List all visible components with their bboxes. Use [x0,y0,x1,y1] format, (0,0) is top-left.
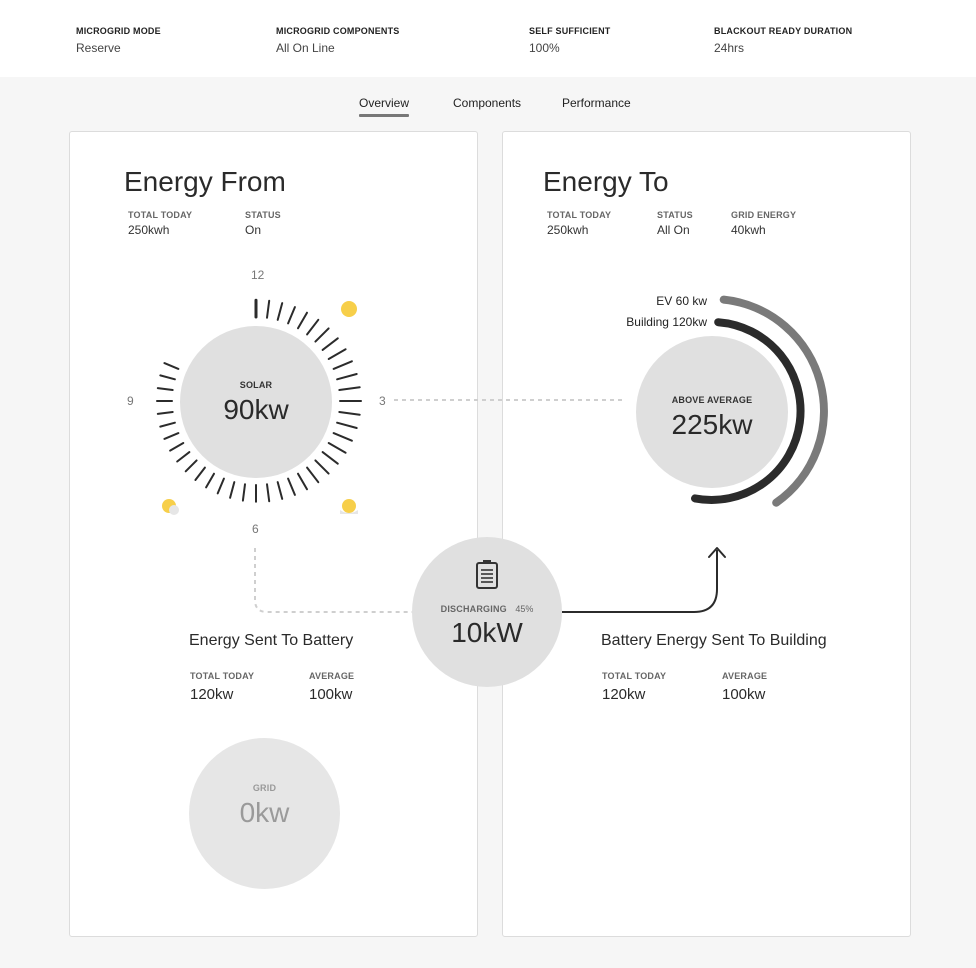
sent-to-battery-title: Energy Sent To Battery [189,632,354,649]
mini-value: 120kw [602,686,646,703]
stat-value: 24hrs [714,41,745,55]
mini-value: 40kwh [731,223,766,237]
energy-to-card [502,131,911,937]
ev-legend-label: EV 60 kw [656,294,707,308]
mini-label: AVERAGE [309,671,355,681]
energy-to-grid-energy [731,210,796,237]
energy-from-total-today [128,210,192,237]
energy-from-title: Energy From [124,166,286,197]
mini-label: STATUS [245,210,281,220]
solar-value: 90kw [223,394,289,425]
stat-value: 100% [529,41,560,55]
stat-blackout-ready-duration [714,26,852,55]
mini-value: 100kw [722,686,766,703]
mini-label: TOTAL TODAY [128,210,193,220]
battery-to-building-total-today [602,671,666,703]
energy-to-status [657,210,693,237]
sent-to-battery-average [309,671,354,703]
clock-label-9: 9 [127,394,134,408]
battery-value: 10kW [451,617,523,648]
tab-overview[interactable]: Overview [359,96,410,110]
battery-to-building-title: Battery Energy Sent To Building [601,632,827,649]
battery-percent: 45% [515,604,534,614]
stat-self-sufficient [529,26,611,55]
stat-label: MICROGRID COMPONENTS [276,26,400,36]
mini-value: 250kwh [128,223,170,237]
mini-value: 250kwh [547,223,589,237]
tab-components[interactable]: Components [453,96,522,110]
building-legend-label: Building 120kw [626,315,707,329]
mini-value: On [245,223,262,237]
stat-label: BLACKOUT READY DURATION [714,26,853,36]
grid-gauge[interactable] [189,738,340,889]
energy-to-title: Energy To [543,166,669,197]
solar-label: SOLAR [239,380,273,390]
mini-label: STATUS [657,210,693,220]
battery-gauge[interactable] [412,537,562,687]
energy-from-status [245,210,281,237]
clock-label-3: 3 [379,394,386,408]
load-status-label: ABOVE AVERAGE [671,395,753,405]
stat-value: All On Line [276,41,335,55]
solar-gauge[interactable] [180,326,332,478]
stat-label: MICROGRID MODE [76,26,161,36]
grid-value: 0kw [239,797,290,828]
tab-performance[interactable]: Performance [562,96,631,110]
battery-to-building-average [722,671,767,703]
mini-label: GRID ENERGY [731,210,797,220]
view-tabs [0,96,976,120]
battery-status-label: DISCHARGING [440,604,507,614]
clock-label-6: 6 [252,522,259,536]
stat-label: SELF SUFFICIENT [529,26,611,36]
mini-label: AVERAGE [722,671,768,681]
mini-label: TOTAL TODAY [190,671,255,681]
load-value: 225kw [671,409,753,440]
grid-label: GRID [252,783,277,793]
mini-label: TOTAL TODAY [547,210,612,220]
battery-icon [475,559,499,589]
clock-label-12: 12 [251,268,265,282]
energy-to-total-today [547,210,611,237]
mini-value: 120kw [190,686,234,703]
mini-value: All On [657,223,690,237]
stat-microgrid-components [276,26,400,55]
sent-to-battery-total-today [190,671,254,703]
mini-label: TOTAL TODAY [602,671,667,681]
stat-microgrid-mode [76,26,161,55]
load-gauge[interactable] [636,336,788,488]
mini-value: 100kw [309,686,353,703]
microgrid-summary-bar [0,0,976,77]
stat-value: Reserve [76,41,121,55]
